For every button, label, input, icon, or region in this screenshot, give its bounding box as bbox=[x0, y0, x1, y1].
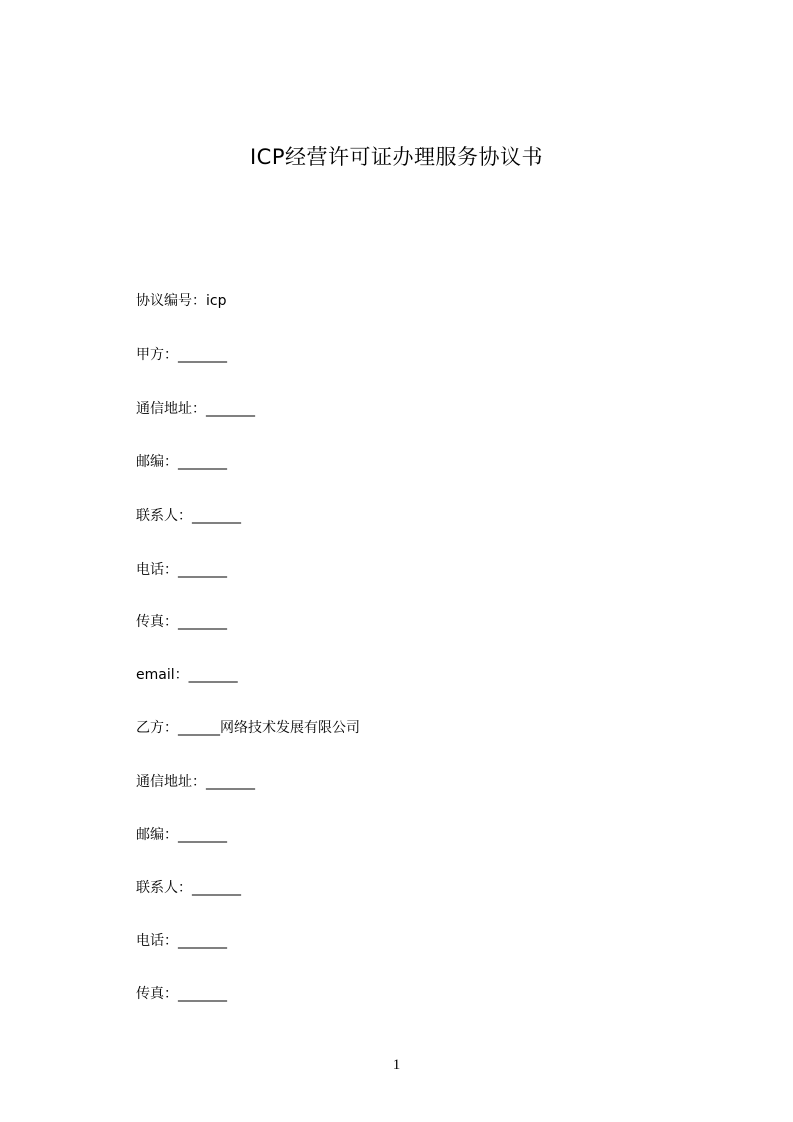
field-party-a-phone: 电话：_______ bbox=[136, 562, 227, 578]
field-party-a-address: 通信地址：_______ bbox=[136, 401, 255, 417]
page-number: 1 bbox=[392, 1057, 401, 1073]
field-party-a-email: email：_______ bbox=[136, 667, 238, 683]
field-party-b-phone: 电话：_______ bbox=[136, 933, 227, 949]
field-party-a-contact: 联系人：_______ bbox=[136, 508, 241, 524]
field-party-b-address: 通信地址：_______ bbox=[136, 774, 255, 790]
document-title: ICP经营许可证办理服务协议书 bbox=[249, 145, 544, 169]
field-party-b-contact: 联系人：_______ bbox=[136, 880, 241, 896]
field-party-b-postcode: 邮编：_______ bbox=[136, 827, 227, 843]
field-party-a: 甲方：_______ bbox=[136, 347, 227, 363]
field-agreement-number: 协议编号：icp bbox=[136, 293, 227, 309]
field-party-b-fax: 传真：_______ bbox=[136, 986, 227, 1002]
field-party-b: 乙方：______网络技术发展有限公司 bbox=[136, 720, 360, 736]
field-party-a-postcode: 邮编：_______ bbox=[136, 454, 227, 470]
field-party-a-fax: 传真：_______ bbox=[136, 614, 227, 630]
